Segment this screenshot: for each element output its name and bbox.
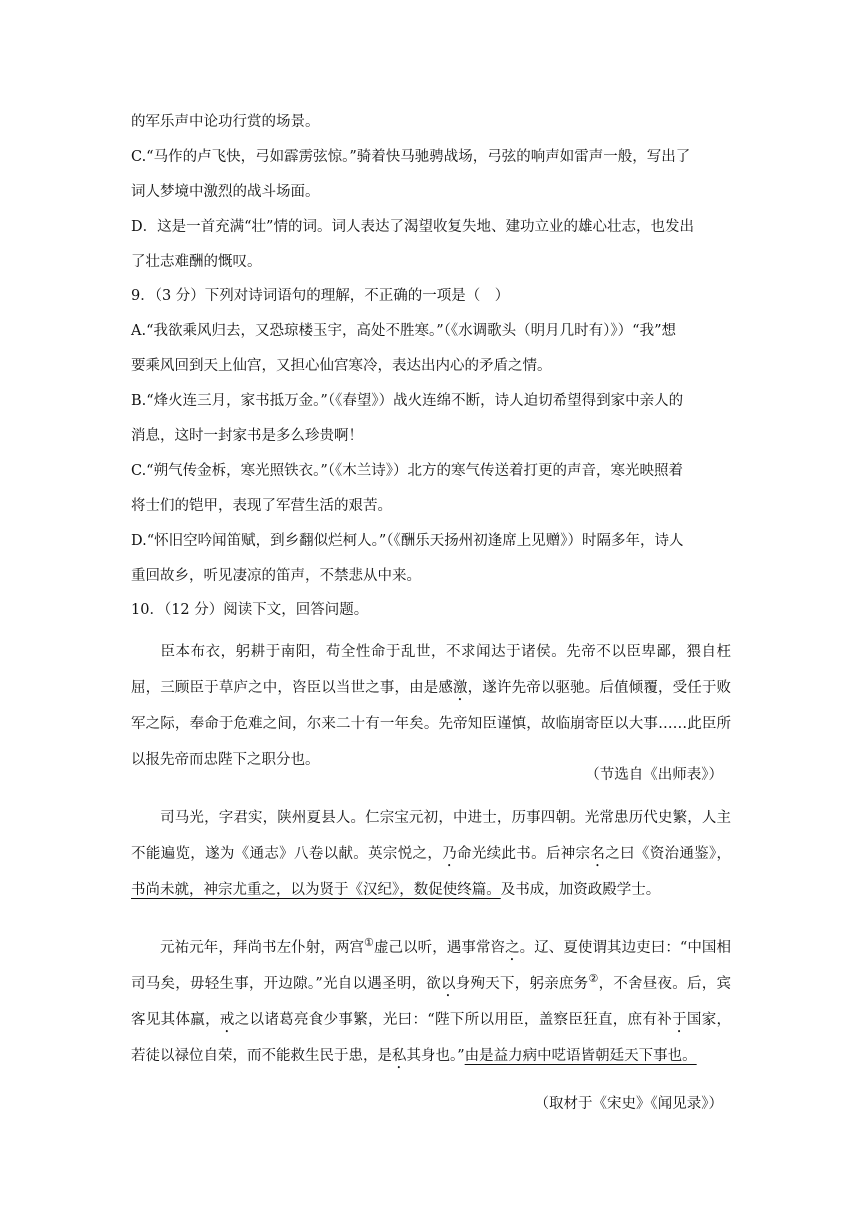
q9-option-d-line-2: 重回故乡，听见凄凉的笛声，不禁悲从中来。 <box>131 568 421 584</box>
emphasis-word: 激 <box>453 680 468 696</box>
q9-option-b-line-2: 消息，这时一封家书是多么珍贵啊！ <box>131 428 363 444</box>
option-c-line-1: C.“马作的卢飞快，弓如霹雳弦惊。”骑着快马驰骋战场，弓弦的响声如雷声一般，写出了 <box>131 149 691 165</box>
emphasis-word: 名 <box>590 846 606 862</box>
emphasis-word: 戒 <box>219 1012 235 1028</box>
underlined-sentence: 由是益力病中呓语皆朝廷天下事也。 <box>464 1048 697 1064</box>
passage-sima-guang-intro: 司马光，字君实，陕州夏县人。仁宗宝元初，中进士，历事四朝。光常患历代史繁，人主不能遍览，遂为《通志》八卷以献。英宗悦之，乃命光续此书。后神宗名之曰《资治通鉴》，书尚未就，神宗尤重之，以为贤于《汉纪》，数促使终篇。及书成，加资政殿学士。 <box>131 810 732 898</box>
footnote-marker: ① <box>364 936 374 950</box>
q9-option-a-line-1: A.“我欲乘风归去，又恐琼楼玉宇，高处不胜寒。”（《水调歌头（明月几时有）》）“我”想 <box>131 323 676 339</box>
emphasis-word: 乃 <box>442 846 458 862</box>
emphasis-word: 私 <box>392 1048 407 1064</box>
emphasis-word: 之 <box>505 940 520 956</box>
option-d-line-2: 了壮志难酬的慨叹。 <box>131 254 262 270</box>
question-9-stem: 9．（3 分）下列对诗词语句的理解，不正确的一项是（ ） <box>131 288 510 304</box>
passage-2-source: （取材于《宋史》《闻见录》） <box>534 1096 723 1112</box>
emphasis-word: 以 <box>441 976 456 992</box>
passage-chushibiao: 臣本布衣，躬耕于南阳，苟全性命于乱世，不求闻达于诸侯。先帝不以臣卑鄙，猥自枉屈，三顾臣于草庐之中，咨臣以当世之事，由是感激，遂许先帝以驱驰。后值倾覆，受任于败军之际，奉命于危难之间，尔来二十有一年矣。先帝知臣谨慎，故临崩寄臣以大事……此臣所以报先帝而忠陛下之职分也。 <box>131 644 732 768</box>
footnote-marker: ② <box>588 972 599 986</box>
option-c-line-2: 词人梦境中激烈的战斗场面。 <box>131 184 320 200</box>
q9-option-c-line-2: 将士们的铠甲，表现了军营生活的艰苦。 <box>131 498 392 514</box>
q9-option-b-line-1: B.“烽火连三月，家书抵万金。”（《春望》）战火连绵不断，诗人迫切希望得到家中亲人的 <box>131 393 684 409</box>
passage-sima-guang-career: 元祐元年，拜尚书左仆射，两宫①虚己以听，遇事常咨之。辽、夏使谓其边吏曰：“中国相司马矣，毋轻生事，开边隙。”光自以遇圣明，欲以身殉天下，躬亲庶务②，不舍昼夜。后，宾客见其体羸，戒之以诸葛亮食少事繁，光曰：“陛下所以用臣，盖察臣狂直，庶有补于国家，若徒以禄位自荣，而不能救生民于患，是私其身也。”由是益力病中呓语皆朝廷天下事也。 <box>131 936 732 1064</box>
underlined-sentence: 书尚未就，神宗尤重之，以为贤于《汉纪》，数促使终篇。 <box>131 882 501 898</box>
emphasis-word: 于 <box>672 1012 687 1028</box>
q9-option-d-line-1: D.“怀旧空吟闻笛赋，到乡翻似烂柯人。”（《酬乐天扬州初逢席上见赠》）时隔多年，诗人 <box>131 533 684 549</box>
q9-option-a-line-2: 要乘风回到天上仙宫，又担心仙宫寒冷，表达出内心的矛盾之情。 <box>131 358 552 374</box>
passage-1-source: （节选自《出师表》） <box>585 767 723 783</box>
option-d-line-1: D．这是一首充满“壮”情的词。词人表达了渴望收复失地、建功立业的雄心壮志，也发出 <box>131 219 694 235</box>
q9-option-c-line-1: C.“朔气传金柝，寒光照铁衣。”（《木兰诗》）北方的寒气传送着打更的声音，寒光映照着 <box>131 463 684 479</box>
option-tail-text: 的军乐声中论功行赏的场景。 <box>131 114 320 130</box>
question-10-stem: 10．（12 分）阅读下文，回答问题。 <box>131 602 369 618</box>
